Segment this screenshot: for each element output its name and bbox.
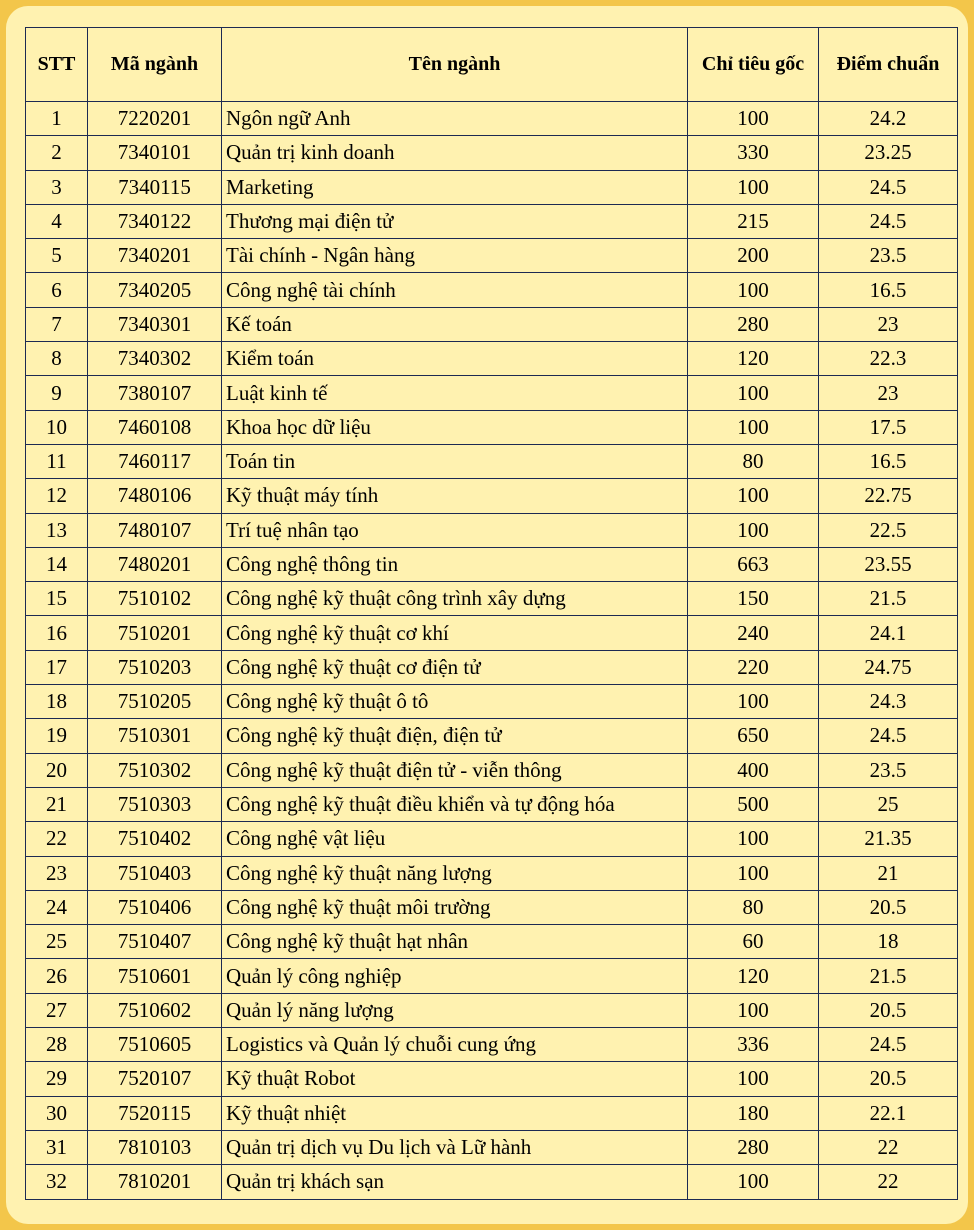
cell-major-code: 7520107 [88, 1062, 222, 1096]
cell-major-name: Thương mại điện tử [222, 204, 688, 238]
cell-quota: 120 [688, 959, 819, 993]
cell-cutoff-score: 23 [819, 307, 958, 341]
cell-major-name: Công nghệ kỹ thuật điện tử - viễn thông [222, 753, 688, 787]
cell-quota: 240 [688, 616, 819, 650]
cell-cutoff-score: 22 [819, 1165, 958, 1199]
cell-cutoff-score: 20.5 [819, 890, 958, 924]
cell-major-name: Kỹ thuật nhiệt [222, 1096, 688, 1130]
header-major-name: Tên ngành [222, 28, 688, 102]
cell-cutoff-score: 24.3 [819, 685, 958, 719]
cell-cutoff-score: 24.1 [819, 616, 958, 650]
cell-major-name: Công nghệ tài chính [222, 273, 688, 307]
cell-stt: 25 [26, 925, 88, 959]
cell-cutoff-score: 20.5 [819, 1062, 958, 1096]
cell-stt: 9 [26, 376, 88, 410]
cell-cutoff-score: 23.25 [819, 136, 958, 170]
cell-stt: 20 [26, 753, 88, 787]
cell-major-name: Quản trị dịch vụ Du lịch và Lữ hành [222, 1130, 688, 1164]
cell-stt: 1 [26, 102, 88, 136]
cell-major-code: 7510205 [88, 685, 222, 719]
table-row [26, 822, 958, 856]
cell-stt: 27 [26, 993, 88, 1027]
cell-quota: 400 [688, 753, 819, 787]
cell-cutoff-score: 23.55 [819, 547, 958, 581]
cell-stt: 2 [26, 136, 88, 170]
table-row [26, 1062, 958, 1096]
table-row [26, 444, 958, 478]
table-row [26, 136, 958, 170]
cell-quota: 120 [688, 342, 819, 376]
cell-major-code: 7480201 [88, 547, 222, 581]
cell-cutoff-score: 18 [819, 925, 958, 959]
cell-stt: 21 [26, 787, 88, 821]
table-body [26, 102, 958, 1200]
cell-quota: 100 [688, 376, 819, 410]
cell-quota: 650 [688, 719, 819, 753]
cell-major-code: 7510407 [88, 925, 222, 959]
cell-quota: 280 [688, 307, 819, 341]
cell-stt: 11 [26, 444, 88, 478]
cell-stt: 32 [26, 1165, 88, 1199]
cell-quota: 280 [688, 1130, 819, 1164]
cell-cutoff-score: 20.5 [819, 993, 958, 1027]
table-row [26, 102, 958, 136]
cell-major-name: Kiểm toán [222, 342, 688, 376]
table-row [26, 890, 958, 924]
table-row [26, 1165, 958, 1199]
cell-cutoff-score: 16.5 [819, 273, 958, 307]
header-cutoff-score: Điểm chuẩn [819, 28, 958, 102]
cell-major-name: Kế toán [222, 307, 688, 341]
cell-major-name: Công nghệ kỹ thuật cơ điện tử [222, 650, 688, 684]
cell-major-name: Logistics và Quản lý chuỗi cung ứng [222, 1028, 688, 1062]
table-row [26, 342, 958, 376]
cell-major-name: Quản trị khách sạn [222, 1165, 688, 1199]
cell-major-name: Trí tuệ nhân tạo [222, 513, 688, 547]
cell-quota: 500 [688, 787, 819, 821]
cell-stt: 5 [26, 239, 88, 273]
cell-cutoff-score: 22.3 [819, 342, 958, 376]
cell-stt: 30 [26, 1096, 88, 1130]
header-major-code: Mã ngành [88, 28, 222, 102]
cell-major-code: 7810103 [88, 1130, 222, 1164]
cell-cutoff-score: 25 [819, 787, 958, 821]
cell-major-name: Toán tin [222, 444, 688, 478]
cell-cutoff-score: 22 [819, 1130, 958, 1164]
cell-cutoff-score: 24.5 [819, 1028, 958, 1062]
cell-stt: 16 [26, 616, 88, 650]
cell-major-name: Công nghệ vật liệu [222, 822, 688, 856]
cell-cutoff-score: 24.2 [819, 102, 958, 136]
cell-major-name: Luật kinh tế [222, 376, 688, 410]
cell-major-code: 7520115 [88, 1096, 222, 1130]
cell-major-code: 7340201 [88, 239, 222, 273]
cell-stt: 31 [26, 1130, 88, 1164]
cell-quota: 100 [688, 993, 819, 1027]
cell-major-code: 7480107 [88, 513, 222, 547]
table-row [26, 513, 958, 547]
cell-cutoff-score: 16.5 [819, 444, 958, 478]
cell-stt: 4 [26, 204, 88, 238]
table-row [26, 650, 958, 684]
cell-quota: 100 [688, 513, 819, 547]
table-row [26, 753, 958, 787]
table-row [26, 204, 958, 238]
cell-major-name: Công nghệ kỹ thuật cơ khí [222, 616, 688, 650]
table-panel [6, 6, 968, 1224]
cell-stt: 3 [26, 170, 88, 204]
cell-major-code: 7510406 [88, 890, 222, 924]
cell-major-name: Marketing [222, 170, 688, 204]
cell-major-code: 7460108 [88, 410, 222, 444]
cell-major-code: 7510602 [88, 993, 222, 1027]
cell-major-code: 7480106 [88, 479, 222, 513]
cell-quota: 180 [688, 1096, 819, 1130]
cell-cutoff-score: 24.5 [819, 204, 958, 238]
cell-major-code: 7510403 [88, 856, 222, 890]
cell-major-name: Ngôn ngữ Anh [222, 102, 688, 136]
cell-major-name: Quản lý năng lượng [222, 993, 688, 1027]
table-row [26, 1096, 958, 1130]
cell-major-code: 7340101 [88, 136, 222, 170]
cell-major-code: 7510303 [88, 787, 222, 821]
table-row [26, 239, 958, 273]
cell-major-code: 7340122 [88, 204, 222, 238]
cell-major-code: 7510301 [88, 719, 222, 753]
table-row [26, 856, 958, 890]
cell-stt: 7 [26, 307, 88, 341]
table-row [26, 685, 958, 719]
cell-quota: 80 [688, 444, 819, 478]
cell-cutoff-score: 21.5 [819, 582, 958, 616]
cell-major-name: Quản lý công nghiệp [222, 959, 688, 993]
admission-scores-table [25, 27, 958, 1200]
cell-quota: 663 [688, 547, 819, 581]
cell-major-name: Kỹ thuật máy tính [222, 479, 688, 513]
cell-quota: 100 [688, 273, 819, 307]
cell-major-name: Công nghệ thông tin [222, 547, 688, 581]
cell-cutoff-score: 22.75 [819, 479, 958, 513]
cell-cutoff-score: 23 [819, 376, 958, 410]
cell-major-code: 7510302 [88, 753, 222, 787]
cell-quota: 100 [688, 822, 819, 856]
cell-major-name: Kỹ thuật Robot [222, 1062, 688, 1096]
cell-stt: 26 [26, 959, 88, 993]
table-row [26, 719, 958, 753]
table-row [26, 1130, 958, 1164]
cell-quota: 100 [688, 410, 819, 444]
cell-stt: 12 [26, 479, 88, 513]
cell-cutoff-score: 24.75 [819, 650, 958, 684]
cell-major-name: Tài chính - Ngân hàng [222, 239, 688, 273]
cell-stt: 29 [26, 1062, 88, 1096]
cell-major-name: Công nghệ kỹ thuật điện, điện tử [222, 719, 688, 753]
cell-quota: 330 [688, 136, 819, 170]
cell-major-name: Công nghệ kỹ thuật môi trường [222, 890, 688, 924]
table-row [26, 959, 958, 993]
cell-stt: 14 [26, 547, 88, 581]
cell-major-name: Công nghệ kỹ thuật năng lượng [222, 856, 688, 890]
cell-major-code: 7340302 [88, 342, 222, 376]
table-row [26, 479, 958, 513]
cell-quota: 200 [688, 239, 819, 273]
table-row [26, 787, 958, 821]
table-row [26, 307, 958, 341]
cell-quota: 100 [688, 856, 819, 890]
cell-major-name: Công nghệ kỹ thuật ô tô [222, 685, 688, 719]
table-row [26, 616, 958, 650]
cell-stt: 28 [26, 1028, 88, 1062]
table-row [26, 1028, 958, 1062]
cell-quota: 100 [688, 170, 819, 204]
cell-major-code: 7340205 [88, 273, 222, 307]
cell-major-code: 7340301 [88, 307, 222, 341]
cell-major-code: 7510605 [88, 1028, 222, 1062]
cell-stt: 15 [26, 582, 88, 616]
table-row [26, 547, 958, 581]
cell-cutoff-score: 21.5 [819, 959, 958, 993]
cell-cutoff-score: 24.5 [819, 719, 958, 753]
table-row [26, 410, 958, 444]
cell-major-name: Quản trị kinh doanh [222, 136, 688, 170]
cell-major-code: 7510402 [88, 822, 222, 856]
cell-stt: 24 [26, 890, 88, 924]
cell-major-name: Công nghệ kỹ thuật công trình xây dựng [222, 582, 688, 616]
cell-quota: 60 [688, 925, 819, 959]
cell-major-code: 7510203 [88, 650, 222, 684]
header-stt: STT [26, 28, 88, 102]
cell-quota: 150 [688, 582, 819, 616]
cell-quota: 220 [688, 650, 819, 684]
cell-stt: 22 [26, 822, 88, 856]
table-row [26, 582, 958, 616]
cell-quota: 80 [688, 890, 819, 924]
cell-major-code: 7510201 [88, 616, 222, 650]
cell-stt: 18 [26, 685, 88, 719]
table-row [26, 273, 958, 307]
cell-cutoff-score: 17.5 [819, 410, 958, 444]
cell-major-name: Khoa học dữ liệu [222, 410, 688, 444]
header-quota: Chỉ tiêu gốc [688, 28, 819, 102]
cell-quota: 215 [688, 204, 819, 238]
cell-stt: 19 [26, 719, 88, 753]
cell-stt: 13 [26, 513, 88, 547]
cell-cutoff-score: 22.1 [819, 1096, 958, 1130]
cell-stt: 6 [26, 273, 88, 307]
table-header-row [26, 28, 958, 102]
cell-major-code: 7510102 [88, 582, 222, 616]
cell-major-code: 7510601 [88, 959, 222, 993]
table-row [26, 170, 958, 204]
table-row [26, 993, 958, 1027]
cell-major-code: 7460117 [88, 444, 222, 478]
cell-stt: 23 [26, 856, 88, 890]
cell-major-name: Công nghệ kỹ thuật điều khiển và tự động hóa [222, 787, 688, 821]
cell-quota: 100 [688, 1062, 819, 1096]
cell-quota: 100 [688, 1165, 819, 1199]
cell-quota: 336 [688, 1028, 819, 1062]
cell-quota: 100 [688, 102, 819, 136]
cell-major-code: 7220201 [88, 102, 222, 136]
cell-cutoff-score: 23.5 [819, 753, 958, 787]
cell-major-code: 7340115 [88, 170, 222, 204]
table-row [26, 925, 958, 959]
cell-cutoff-score: 21 [819, 856, 958, 890]
cell-major-name: Công nghệ kỹ thuật hạt nhân [222, 925, 688, 959]
cell-quota: 100 [688, 685, 819, 719]
cell-stt: 8 [26, 342, 88, 376]
cell-cutoff-score: 23.5 [819, 239, 958, 273]
table-row [26, 376, 958, 410]
cell-cutoff-score: 22.5 [819, 513, 958, 547]
cell-cutoff-score: 24.5 [819, 170, 958, 204]
cell-major-code: 7810201 [88, 1165, 222, 1199]
cell-stt: 17 [26, 650, 88, 684]
cell-stt: 10 [26, 410, 88, 444]
cell-major-code: 7380107 [88, 376, 222, 410]
cell-quota: 100 [688, 479, 819, 513]
cell-cutoff-score: 21.35 [819, 822, 958, 856]
